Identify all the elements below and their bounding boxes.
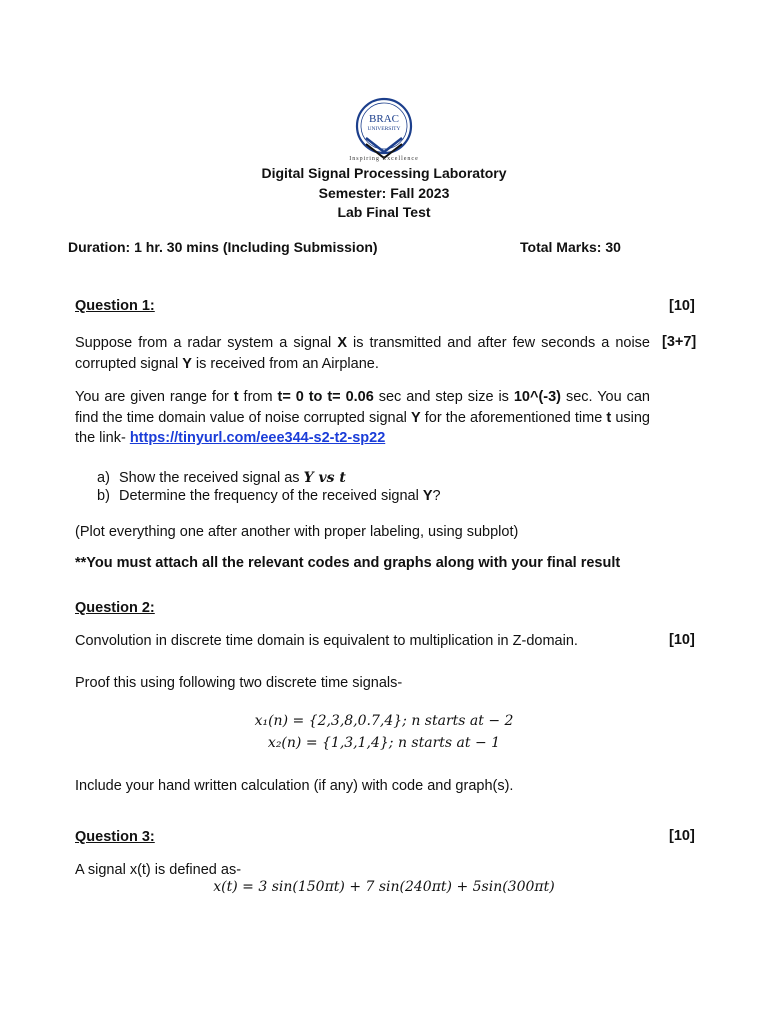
- q2-signal-2: x₂(n) = {1,3,1,4}; n starts at − 1: [267, 735, 501, 751]
- q2-heading: Question 2:: [75, 600, 155, 616]
- q1-warning: **You must attach all the relevant codes and graphs along with your final result: [75, 555, 621, 571]
- q1-item-a: a) Show the received signal as Y vs t: [97, 470, 346, 486]
- logo-tagline: Inspiring Excellence: [349, 156, 419, 162]
- semester: Semester: Fall 2023: [318, 185, 450, 201]
- q1-paragraph-2: You are given range for t from t= 0 to t= 0.06 sec and step size is 10^(-3) sec. You can find the time domain value of noise corrupted signal Y for the aforementioned time t using the link- https://tinyurl.com/eee344-s2-t2-sp22: [75, 389, 651, 446]
- q1-marks: [10]: [669, 298, 695, 314]
- exam-title: Lab Final Test: [337, 204, 431, 220]
- course-title: Digital Signal Processing Laboratory: [261, 165, 507, 181]
- data-link[interactable]: https://tinyurl.com/eee344-s2-t2-sp22: [129, 430, 386, 446]
- q2-include: Include your hand written calculation (if any) with code and graph(s).: [75, 778, 514, 794]
- q2-marks: [10]: [669, 632, 695, 648]
- q1-heading: Question 1:: [75, 298, 155, 314]
- q1-note: (Plot everything one after another with proper labeling, using subplot): [75, 524, 519, 540]
- logo-line2: UNIVERSITY: [367, 126, 401, 132]
- q1-item-b: b) Determine the frequency of the received signal Y?: [97, 488, 441, 504]
- q1-sub-marks: [3+7]: [662, 334, 697, 350]
- q3-marks: [10]: [669, 828, 695, 844]
- q3-intro: A signal x(t) is defined as-: [75, 862, 242, 878]
- q3-equation: x(t) = 3 sin(150πt) + 7 sin(240πt) + 5sin(300πt): [213, 879, 555, 895]
- q3-heading: Question 3:: [75, 829, 155, 845]
- total-marks: Total Marks: 30: [520, 239, 621, 255]
- q2-signal-1: x₁(n) = {2,3,8,0.7,4}; n starts at − 2: [254, 713, 514, 729]
- q1-paragraph-1: Suppose from a radar system a signal X is transmitted and after few seconds a noise corrupted signal Y is received from an Airplane.: [75, 335, 650, 372]
- logo-line1: BRAC: [369, 113, 399, 125]
- q2-statement: Convolution in discrete time domain is equivalent to multiplication in Z-domain.: [75, 633, 578, 649]
- q2-proof: Proof this using following two discrete time signals-: [75, 675, 403, 691]
- duration: Duration: 1 hr. 30 mins (Including Submission): [68, 239, 378, 255]
